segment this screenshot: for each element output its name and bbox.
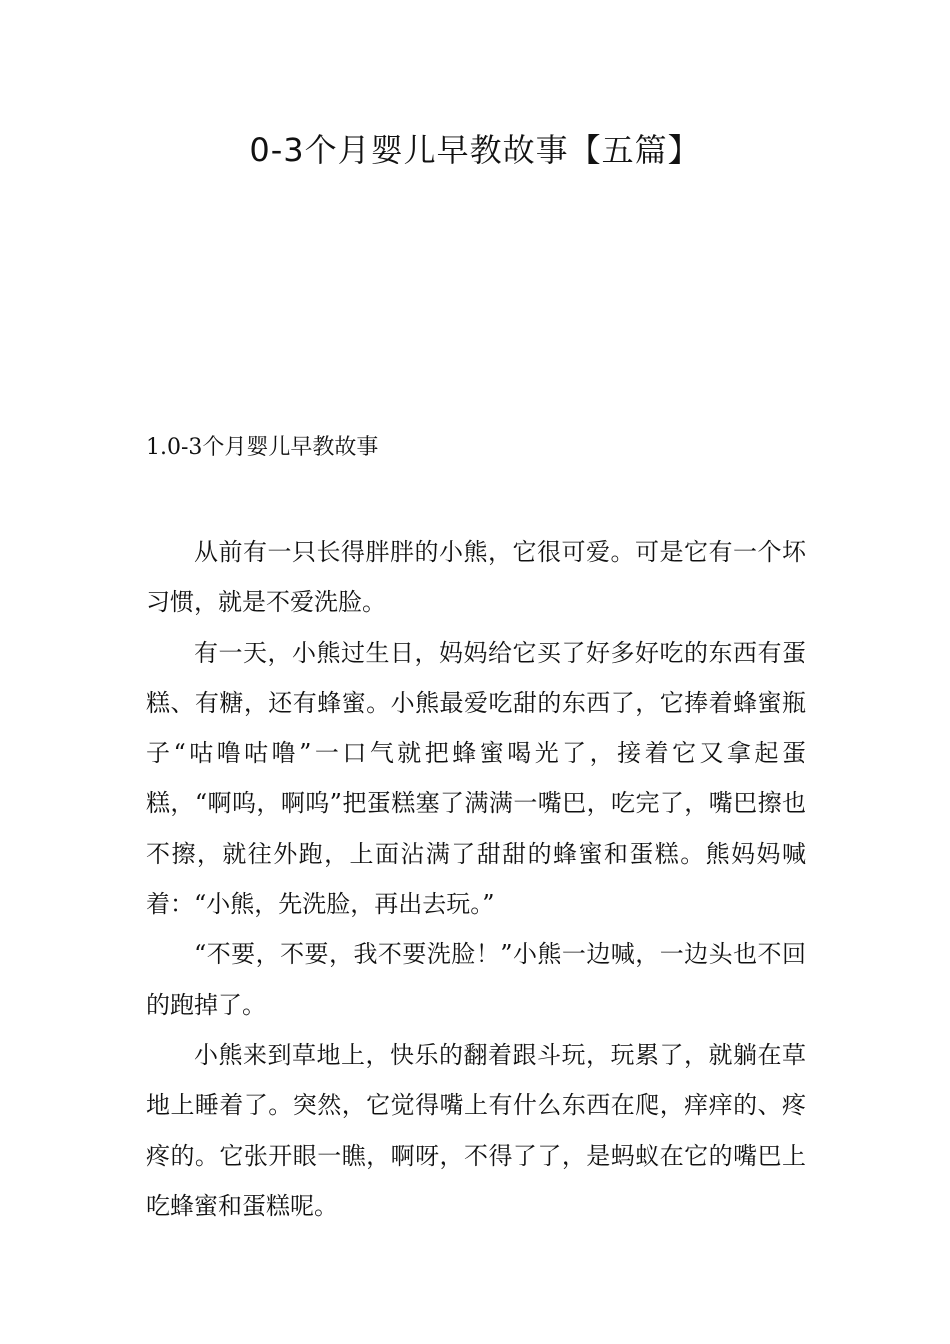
story-body — [146, 527, 806, 1231]
paragraph-3: “不要，不要，我不要洗脸！”小熊一边喊，一边头也不回的跑掉了。 — [146, 940, 806, 1019]
paragraph-4: 小熊来到草地上，快乐的翻着跟斗玩，玩累了，就躺在草地上睡着了。突然，它觉得嘴上有什么东西在爬，痒痒的、疼疼的。它张开眼一瞧，啊呀，不得了了，是蚂蚁在它的嘴巴上吃蜂蜜和蛋糕呢。 — [146, 1040, 806, 1220]
page-title: 0-3个月婴儿早教故事【五篇】 — [249, 131, 701, 169]
section-heading: 1.0-3个月婴儿早教故事 — [146, 435, 379, 460]
paragraph-2: 有一天，小熊过生日，妈妈给它买了好多好吃的东西有蛋糕、有糖，还有蜂蜜。小熊最爱吃甜的东西了，它捧着蜂蜜瓶子“咕噜咕噜”一口气就把蜂蜜喝光了，接着它又拿起蛋糕，“啊呜，啊呜”把蛋糕塞了满满一嘴巴，吃完了，嘴巴擦也不擦，就往外跑，上面沾满了甜甜的蜂蜜和蛋糕。熊妈妈喊着：“小熊，先洗脸，再出去玩。” — [146, 638, 806, 919]
paragraph-1: 从前有一只长得胖胖的小熊，它很可爱。可是它有一个坏习惯，就是不爱洗脸。 — [146, 538, 806, 617]
